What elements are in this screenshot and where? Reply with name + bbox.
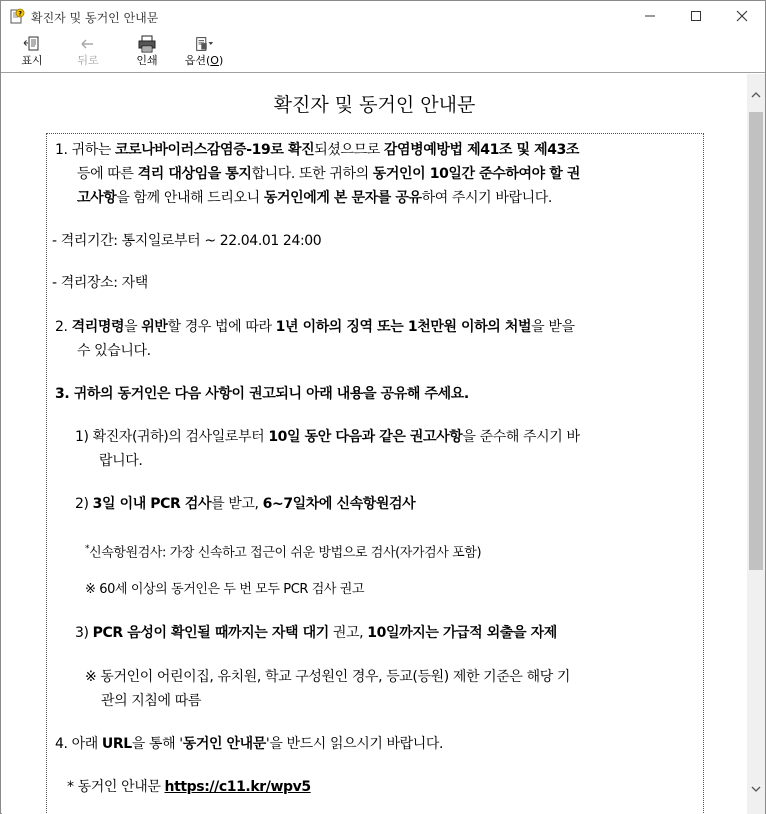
section-1-line-3: 고사항을 함께 안내해 드리오니 동거인에게 본 문자를 공유하여 주시기 바랍니다. [77,190,552,206]
options-icon [194,34,214,54]
section-2-line-1: 2. 격리명령을 위반할 경우 법에 따라 1년 이하의 징역 또는 1천만원 이하의 처벌을 받을 [55,319,575,335]
item-1-line-1: 1) 확진자(귀하)의 검사일로부터 10일 동안 다음과 같은 권고사항을 준수해 주시기 바 [75,429,580,445]
printer-icon [137,34,157,54]
print-label: 인쇄 [136,54,158,67]
document-title: 확진자 및 동거인 안내문 [273,94,476,116]
close-button[interactable] [719,1,765,31]
maximize-button[interactable] [673,1,719,31]
section-4: 4. 아래 URL을 통해 '동거인 안내문'을 반드시 읽으시기 바랍니다. [55,736,444,752]
rapid-test-note: *신속항원검사: 가장 신속하고 접근이 쉬운 방법으로 검사(자가검사 포함) [85,544,482,561]
back-arrow-icon [78,34,98,54]
chevron-up-icon [751,91,761,99]
svg-text:?: ? [18,9,22,18]
over-60-note: ※ 60세 이상의 동거인은 두 번 모두 PCR 검사 권고 [85,582,365,597]
hide-pane-icon [22,34,42,54]
section-1-line-1: 1. 귀하는 코로나바이러스감염증-19로 확진되셨으므로 감염병예방법 제41조 및 제43조 [55,142,580,158]
school-note-line-2: 관의 지침에 따름 [101,693,201,709]
help-document-icon [9,8,25,24]
scroll-up-button[interactable] [747,86,765,104]
hide-button[interactable] [15,34,49,70]
vertical-scrollbar[interactable] [747,74,765,814]
chevron-down-icon [751,785,761,793]
item-1-line-2: 랍니다. [99,453,143,469]
isolation-period: - 격리기간: 통지일로부터 ~ 22.04.01 24:00 [52,233,322,249]
options-button[interactable] [177,34,231,70]
maximize-icon [690,10,702,22]
section-2-line-2: 수 있습니다. [77,343,151,359]
print-button[interactable] [129,34,165,70]
scrollbar-thumb[interactable] [749,112,763,570]
minimize-icon [644,10,656,22]
minimize-button[interactable] [627,1,673,31]
isolation-place: - 격리장소: 자택 [52,275,148,291]
guide-link[interactable]: https://c11.kr/wpv5 [164,779,311,795]
section-1-line-2: 등에 따른 격리 대상임을 통지합니다. 또한 귀하의 동거인이 10일간 준수하여야 할 권 [77,166,580,182]
item-2: 2) 3일 이내 PCR 검사를 받고, 6~7일차에 신속항원검사 [75,496,416,512]
title-bar[interactable] [1,1,765,31]
back-label: 뒤로 [77,54,99,67]
back-button[interactable] [71,34,105,70]
school-note-line-1: ※ 동거인이 어린이집, 유치원, 학교 구성원인 경우, 등교(등원) 제한 기준은 해당 기 [85,669,570,685]
guide-link-line: * 동거인 안내문 https://c11.kr/wpv5 [67,779,311,795]
options-label: 옵션(O) [184,54,224,67]
window-title: 확진자 및 동거인 안내문 [31,11,159,25]
item-3: 3) PCR 음성이 확인될 때까지는 자택 대기 권고, 10일까지는 가급적 외출을 자제 [75,625,557,641]
section-3-heading: 3. 귀하의 동거인은 다음 사항이 권고되니 아래 내용을 공유해 주세요. [55,386,469,402]
close-icon [736,10,748,22]
toolbar [1,31,765,73]
scroll-down-button[interactable] [747,780,765,798]
document-pane[interactable] [2,74,747,814]
hide-label: 표시 [21,54,43,67]
